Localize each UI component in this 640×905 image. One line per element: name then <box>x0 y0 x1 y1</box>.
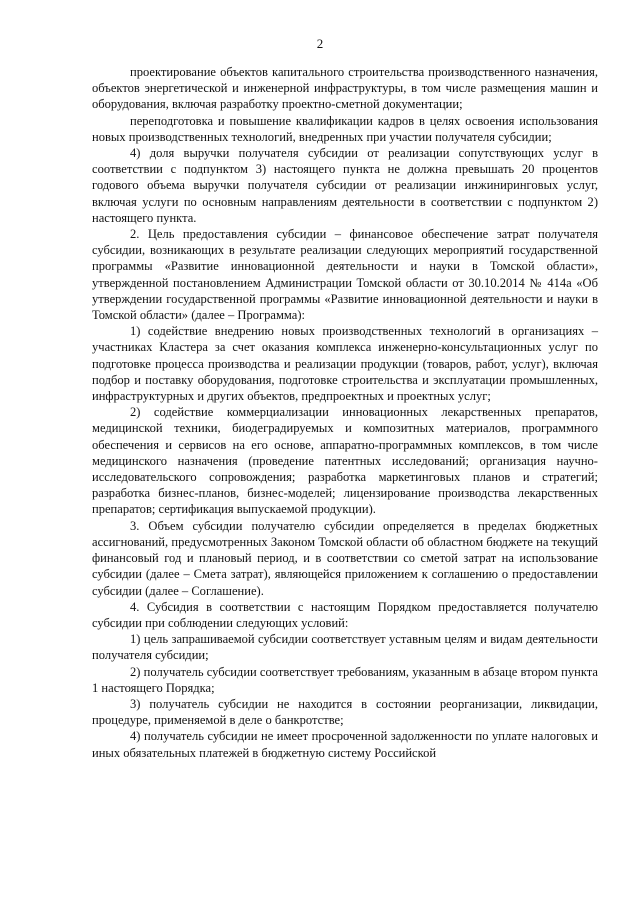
paragraph: 4) доля выручки получателя субсидии от реализации сопутствующих услуг в соответствии с подпунктом 3) настоящего пункта не должна превышать 20 процентов годового объема выручки получателя субсидии от реализации инжиниринговых услуг, включая услуги по основным направлениям деятельности в соответствии с подпунктом 2) настоящего пункта. <box>92 146 598 225</box>
paragraph: 4) получатель субсидии не имеет просроченной задолженности по уплате налоговых и иных обязательных платежей в бюджетную систему Российской <box>92 729 598 760</box>
page-number: 2 <box>316 36 324 51</box>
paragraph: 2. Цель предоставления субсидии – финансовое обеспечение затрат получателя субсидии, возникающих в результате реализации следующих мероприятий государственной программы «Развитие инновационной деятельности и науки в Томской области», утвержденной постановлением Администрации Томской области от 30.10.2014 № 414а «Об утверждении государственной программы «Развитие инновационной деятельности и науки в Томской области» (далее – Программа): <box>92 227 598 323</box>
paragraph: 3) получатель субсидии не находится в состоянии реорганизации, ликвидации, процедуре, применяемой в деле о банкротстве; <box>92 696 598 728</box>
paragraph: 1) цель запрашиваемой субсидии соответствует уставным целям и видам деятельности получателя субсидии; <box>92 632 598 663</box>
document-body <box>92 64 598 761</box>
paragraph: 4. Субсидия в соответствии с настоящим Порядком предоставляется получателю субсидии при соблюдении следующих условий: <box>92 599 598 630</box>
paragraph: проектирование объектов капитального строительства производственного назначения, объектов энергетической и инженерной инфраструктуры, в том числе размещения машин и оборудования, включая разработку проектно-сметной документации; <box>92 65 598 112</box>
paragraph: 1) содействие внедрению новых производственных технологий в организациях – участниках Кластера за счет оказания комплекса инженерно-консультационных услуг по подготовке процесса производства и реализации продукции (товаров, работ, услуг), включая подбор и поставку оборудования, подготовке строительства и эксплуатации промышленных, инфраструктурных и других объектов, предпроектных и проектных услуг; <box>92 324 598 404</box>
paragraph: 2) содействие коммерциализации инновационных лекарственных препаратов, медицинской техники, биодеградируемых и композитных материалов, программного обеспечения и сервисов на его основе, аппаратно-программных комплексов, в том числе медицинского назначения (проведение патентных исследований; организация научно-исследовательского сопровождения; разработка маркетинговых планов и стратегий; разработка бизнес-планов, бизнес-моделей; лицензирование производства лекарственных препаратов; сертификация выпускаемой продукции). <box>92 405 598 517</box>
paragraph: 2) получатель субсидии соответствует требованиям, указанным в абзаце втором пункта 1 настоящего Порядка; <box>92 664 598 695</box>
paragraph: 3. Объем субсидии получателю субсидии определяется в пределах бюджетных ассигнований, предусмотренных Законом Томской области об областном бюджете на текущий финансовый год и плановый период, и в соответствии со сметой затрат на использование субсидии (далее – Смета затрат), являющейся приложением к соглашению о предоставлении субсидии (далее – Соглашение). <box>92 518 598 598</box>
paragraph: переподготовка и повышение квалификации кадров в целях освоения использования новых производственных технологий, внедренных при участии получателя субсидии; <box>92 113 598 144</box>
